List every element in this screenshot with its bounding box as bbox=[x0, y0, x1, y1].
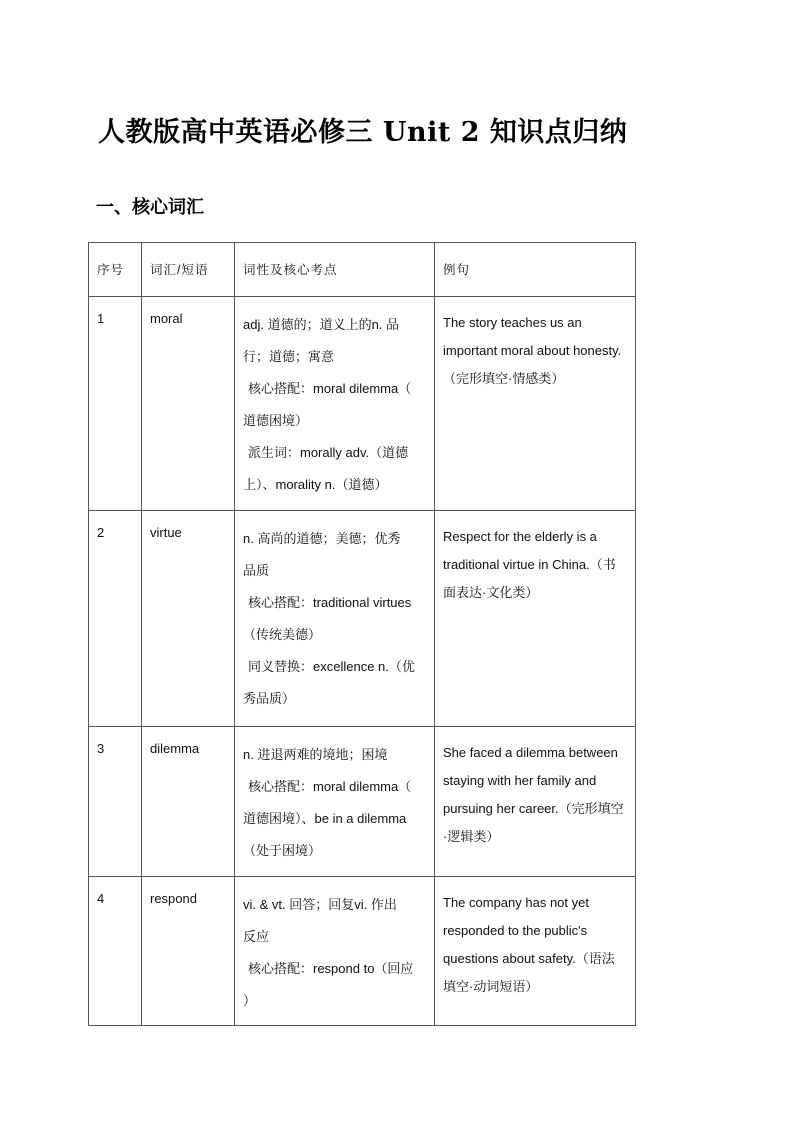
usage-line: 派生词：morally adv.（道德 bbox=[248, 445, 409, 460]
usage-line: ） bbox=[243, 993, 257, 1008]
usage-line: n. 高尚的道德；美德；优秀 bbox=[243, 531, 401, 546]
usage-line: n. 进退两难的境地；困境 bbox=[243, 747, 388, 762]
usage-line: 品质 bbox=[243, 563, 270, 578]
usage-line: 行；道德；寓意 bbox=[243, 349, 335, 364]
example-cell bbox=[435, 511, 636, 727]
page-title: 人教版高中英语必修三 Unit 2 知识点归纳 bbox=[98, 117, 628, 148]
vocab-word: moral bbox=[142, 297, 235, 511]
usage-cell bbox=[235, 297, 435, 511]
usage-cell bbox=[235, 877, 435, 1026]
vocab-word: respond bbox=[142, 877, 235, 1026]
example-cell bbox=[435, 727, 636, 877]
example-sentence: The story teaches us an important moral about honesty.（完形填空·情感类） bbox=[443, 315, 622, 386]
usage-line: 上）、morality n.（道德） bbox=[243, 477, 388, 492]
vocab-word: virtue bbox=[142, 511, 235, 727]
header-example: 例句 bbox=[435, 243, 636, 297]
vocab-word: dilemma bbox=[142, 727, 235, 877]
table-row bbox=[89, 727, 636, 877]
header-word: 词汇/短语 bbox=[142, 243, 235, 297]
table-row bbox=[89, 877, 636, 1026]
usage-cell bbox=[235, 511, 435, 727]
usage-line: 秀品质） bbox=[243, 691, 296, 706]
usage-cell bbox=[235, 727, 435, 877]
usage-line: 核心搭配：traditional virtues bbox=[248, 595, 412, 610]
row-number: 4 bbox=[89, 877, 142, 1026]
section-heading: 一、核心词汇 bbox=[96, 197, 204, 218]
table-row bbox=[89, 511, 636, 727]
table-header-row bbox=[89, 243, 636, 297]
usage-line: 道德困境）、be in a dilemma bbox=[243, 811, 407, 826]
usage-line: 核心搭配：moral dilemma（ bbox=[248, 381, 412, 396]
usage-line: （传统美德） bbox=[243, 627, 322, 642]
usage-line: vi. & vt. 回答；回复vi. 作出 bbox=[243, 897, 397, 912]
usage-line: 反应 bbox=[243, 929, 270, 944]
header-num: 序号 bbox=[89, 243, 142, 297]
row-number: 3 bbox=[89, 727, 142, 877]
example-sentence: She faced a dilemma between staying with her family and pursuing her career.（完形填空·逻辑类） bbox=[443, 745, 624, 844]
usage-line: （处于困境） bbox=[243, 843, 322, 858]
row-number: 1 bbox=[89, 297, 142, 511]
example-sentence: The company has not yet responded to the public's questions about safety.（语法填空·动词短语） bbox=[443, 895, 615, 994]
usage-line: 同义替换：excellence n.（优 bbox=[248, 659, 415, 674]
example-sentence: Respect for the elderly is a traditional virtue in China.（书面表达·文化类） bbox=[443, 529, 616, 600]
usage-line: 道德困境） bbox=[243, 413, 309, 428]
usage-line: adj. 道德的；道义上的n. 品 bbox=[243, 317, 400, 332]
vocabulary-table bbox=[88, 242, 636, 1026]
row-number: 2 bbox=[89, 511, 142, 727]
table-row bbox=[89, 297, 636, 511]
usage-line: 核心搭配：moral dilemma（ bbox=[248, 779, 412, 794]
header-usage: 词性及核心考点 bbox=[235, 243, 435, 297]
usage-line: 核心搭配：respond to（回应 bbox=[248, 961, 414, 976]
example-cell bbox=[435, 297, 636, 511]
example-cell bbox=[435, 877, 636, 1026]
